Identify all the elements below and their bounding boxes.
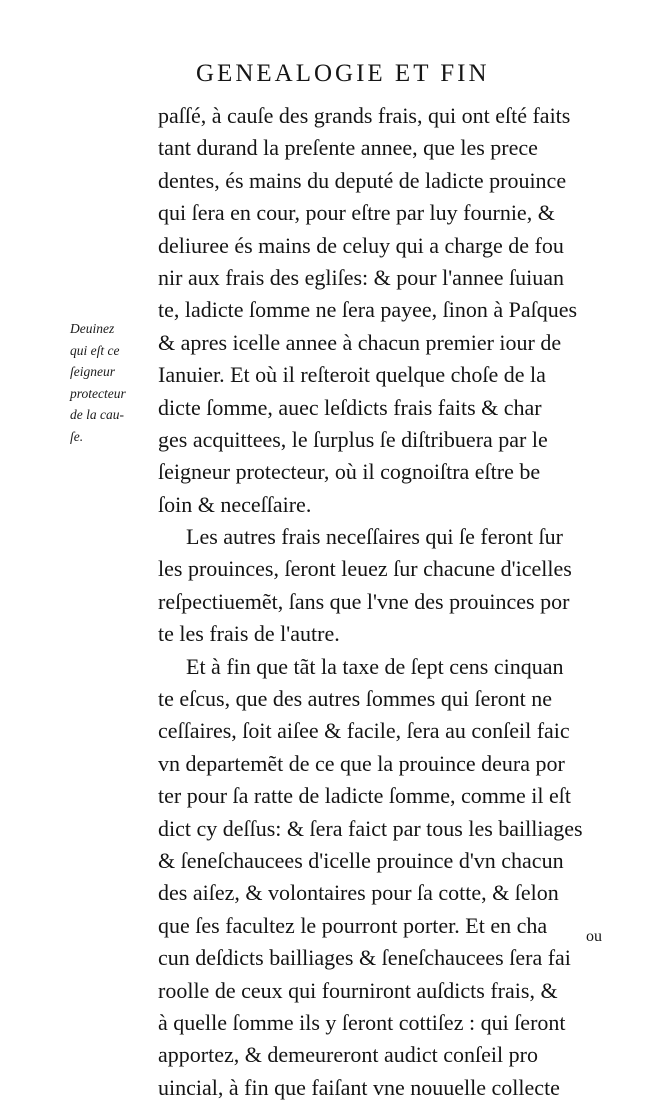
text-line: paſſé, à cauſe des grands frais, qui ont eſté faits: [158, 103, 571, 128]
text-line: ſoin & neceſſaire.: [158, 491, 312, 517]
margin-note-line: de la cau-: [70, 407, 124, 422]
running-head: GENEALOGIE ET FIN: [196, 60, 490, 87]
text-line: Les autres frais neceſſaires qui ſe feront ſur: [186, 524, 563, 550]
text-line: te, ladicte ſomme ne ſera payee, ſinon à Paſques: [158, 297, 578, 323]
text-line: ſeigneur protecteur, où il cognoiſtra eſtre be: [158, 459, 541, 485]
text-line: dict cy deſſus: & ſera faict par tous les bailliages: [158, 815, 583, 841]
margin-note-line: Deuinez: [70, 321, 115, 336]
text-line: & ſeneſchaucees d'icelle prouince d'vn chacun: [158, 847, 564, 873]
text-line: Et à fin que tãt la taxe de ſept cens cinquan: [186, 653, 564, 679]
text-line: te eſcus, que des autres ſommes qui ſeront ne: [158, 686, 553, 712]
text-line: reſpectiuemẽt, ſans que l'vne des prouinces por: [158, 588, 570, 614]
text-line: deliuree és mains de celuy qui a charge de fou: [158, 232, 564, 258]
text-line: ceſſaires, ſoit aiſee & facile, ſera au conſeil faic: [158, 718, 570, 744]
text-line: nir aux frais des egliſes: & pour l'annee ſuiuan: [158, 264, 564, 290]
text-line: uincial, à fin que faiſant vne nouuelle collecte: [158, 1074, 560, 1100]
text-line: vn departemẽt de ce que la prouince deura por: [158, 750, 565, 776]
text-line: apportez, & demeureront audict conſeil pro: [158, 1042, 538, 1068]
margin-note-line: ſeigneur: [70, 364, 115, 379]
text-line: roolle de ceux qui fourniront auſdicts frais, &: [158, 977, 558, 1003]
text-line: Ianuier. Et où il reſteroit quelque choſe de la: [158, 362, 546, 388]
text-line: ges acquittees, le ſurplus ſe diſtribuera par le: [158, 426, 548, 452]
text-line: qui ſera en cour, pour eſtre par luy fournie, &: [158, 200, 555, 226]
text-line: ter pour ſa ratte de ladicte ſomme, comme il eſt: [158, 783, 571, 809]
text-line: les prouinces, ſeront leuez ſur chacune d'icelles: [158, 556, 572, 582]
text-line: des aiſez, & volontaires pour ſa cotte, & ſelon: [158, 880, 559, 906]
text-line: dicte ſomme, auec leſdicts frais faits & char: [158, 394, 542, 420]
text-line: dentes, és mains du deputé de ladicte prouince: [158, 167, 567, 193]
body-text: [158, 100, 598, 1104]
text-line: que ſes facultez le pourront porter. Et en cha: [158, 912, 548, 938]
margin-note: [70, 318, 152, 447]
text-line: à quelle ſomme ils y ſeront cottiſez : qui ſeront: [158, 1009, 566, 1035]
catchword: ou: [586, 928, 602, 945]
margin-note-line: qui eſt ce: [70, 342, 120, 358]
text-line: cun deſdicts bailliages & ſeneſchaucees ſera fai: [158, 945, 571, 971]
margin-note-line: protecteur: [70, 385, 126, 401]
margin-note-line: ſe.: [70, 428, 84, 444]
text-line: te les frais de l'autre.: [158, 621, 340, 647]
text-line: & apres icelle annee à chacun premier iour de: [158, 329, 562, 355]
text-line: tant durand la preſente annee, que les prece: [158, 135, 538, 161]
